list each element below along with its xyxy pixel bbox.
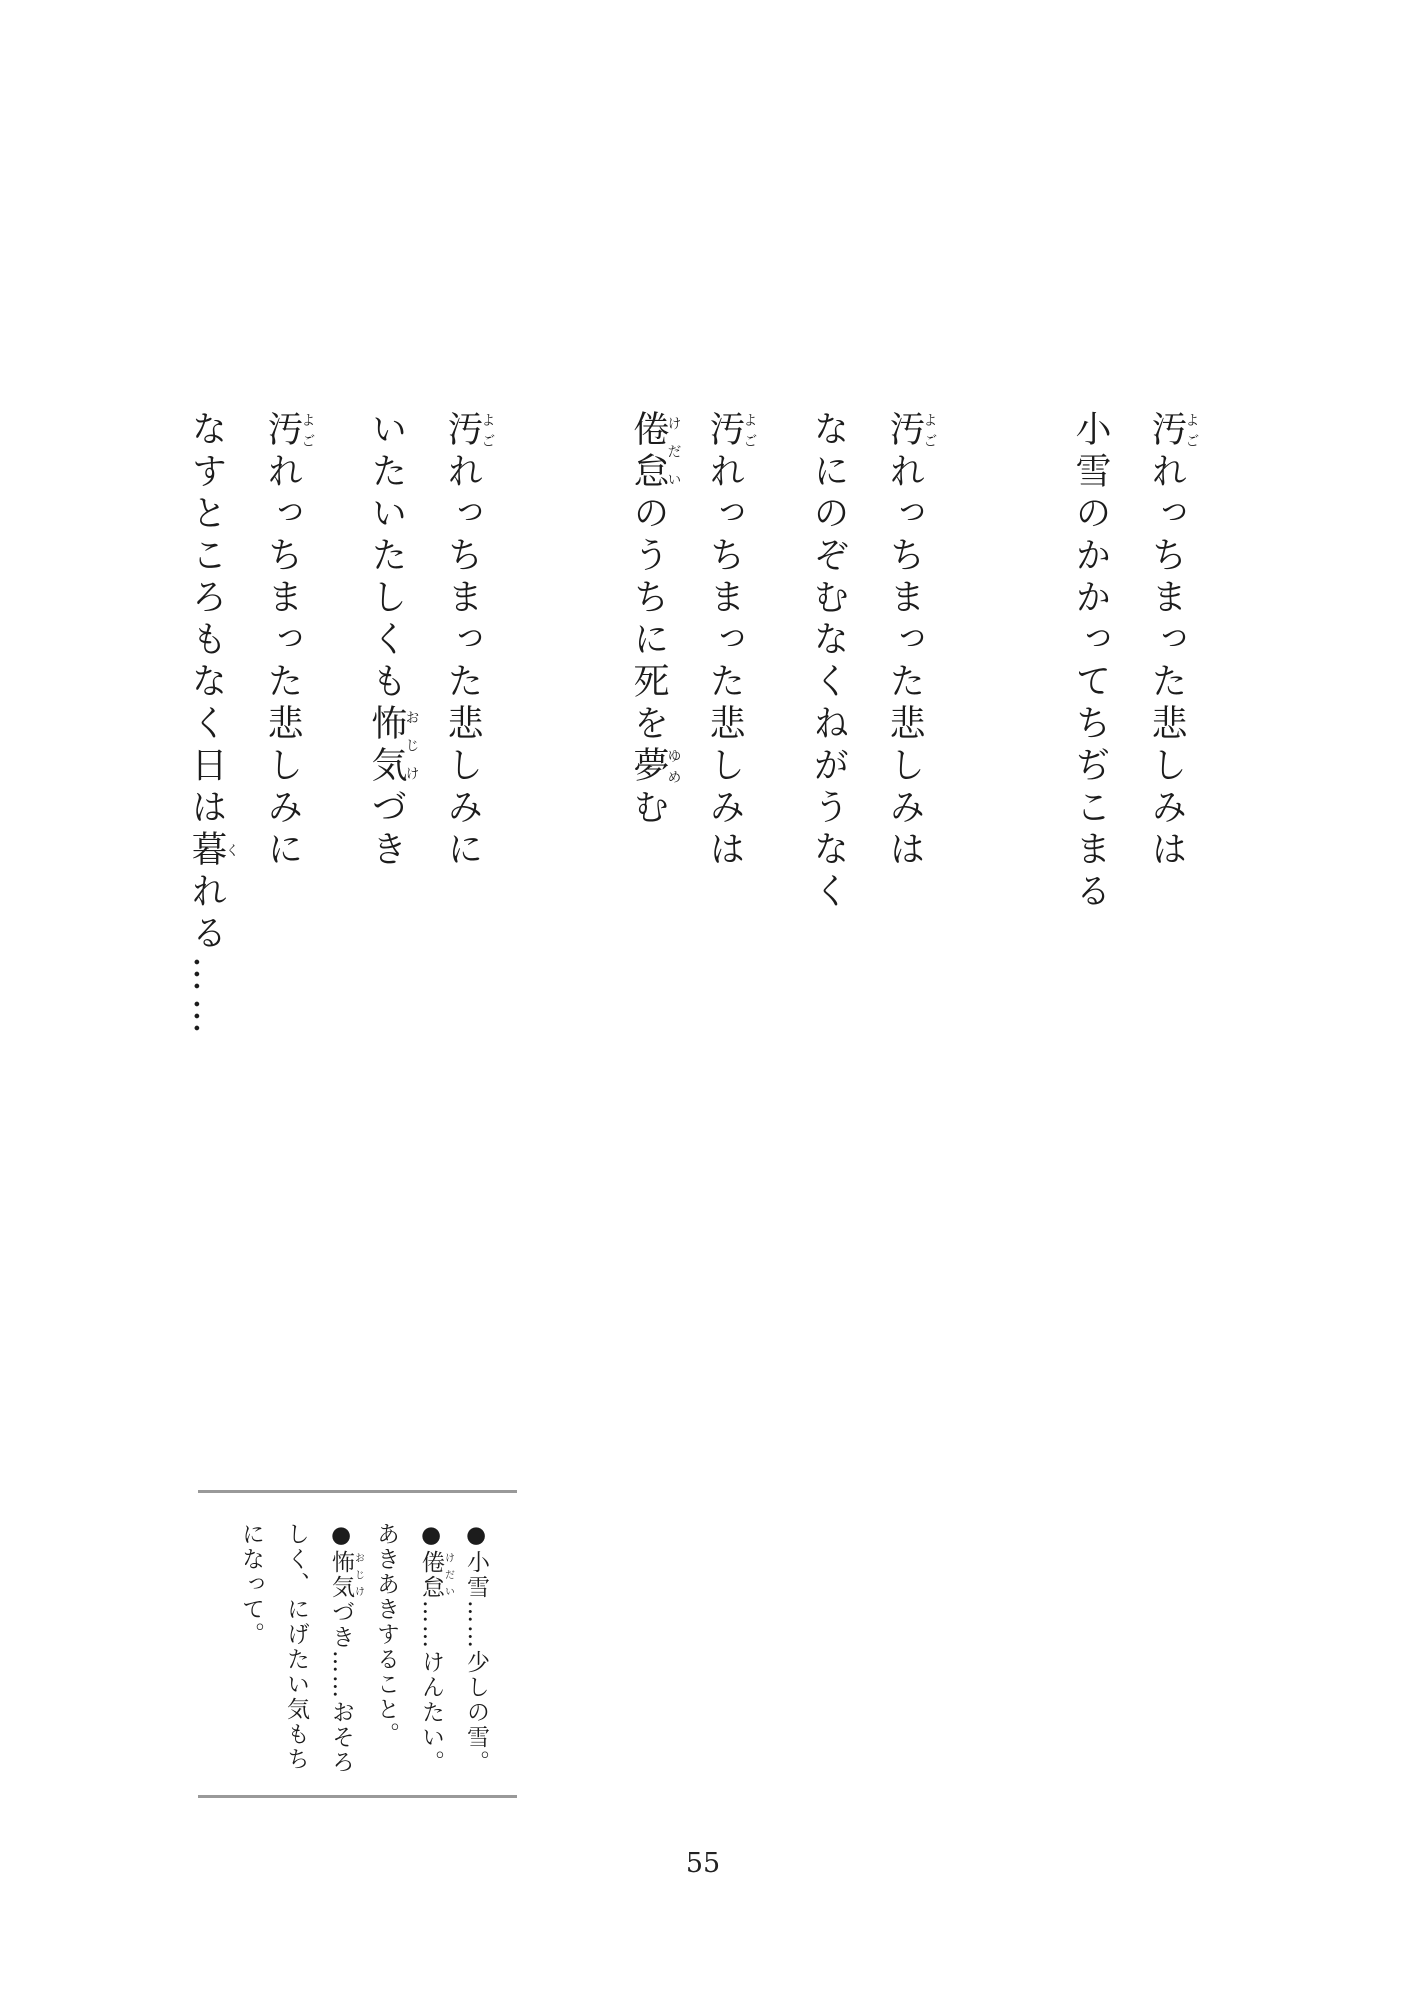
poem-line: なすところもなく日は暮くれる…… <box>186 410 240 1040</box>
poem-line: なにのぞむなくねがうなく <box>808 410 849 914</box>
poem-line: 小雪のかかってちぢこまる <box>1070 410 1111 914</box>
poem-line: 汚よごれっちまった悲しみに <box>442 410 496 872</box>
note-line: になって。 <box>238 1522 264 1647</box>
poem-line: 汚よごれっちまった悲しみは <box>884 410 938 872</box>
poem-line: 汚よごれっちまった悲しみは <box>1146 410 1200 872</box>
note-line: ●倦怠けだい……けんたい。 <box>418 1522 454 1775</box>
poem-line: 倦怠けだいのうちに死を夢ゆめむ <box>628 410 682 830</box>
notes-divider-bottom <box>198 1795 517 1798</box>
poem-stanza <box>168 410 500 1070</box>
page-number: 55 <box>685 1848 721 1879</box>
poem-stanza <box>1052 410 1204 1070</box>
notes-divider-top <box>198 1490 517 1493</box>
poem-line: 汚よごれっちまった悲しみは <box>704 410 758 872</box>
poem <box>168 410 1204 1070</box>
poem-line: 汚よごれっちまった悲しみに <box>262 410 316 872</box>
note-line: ●怖気おじけづき……おそろ <box>328 1522 364 1775</box>
note-line: あきあきすること。 <box>373 1522 399 1747</box>
note-line: しく、にげたい気もち <box>283 1522 309 1772</box>
poem-stanza <box>610 410 942 1070</box>
poem-line: いたいたしくも怖気おじけづき <box>366 410 420 872</box>
note-line: ●小雪……少しの雪。 <box>463 1522 489 1775</box>
vocabulary-notes <box>228 1522 498 1780</box>
